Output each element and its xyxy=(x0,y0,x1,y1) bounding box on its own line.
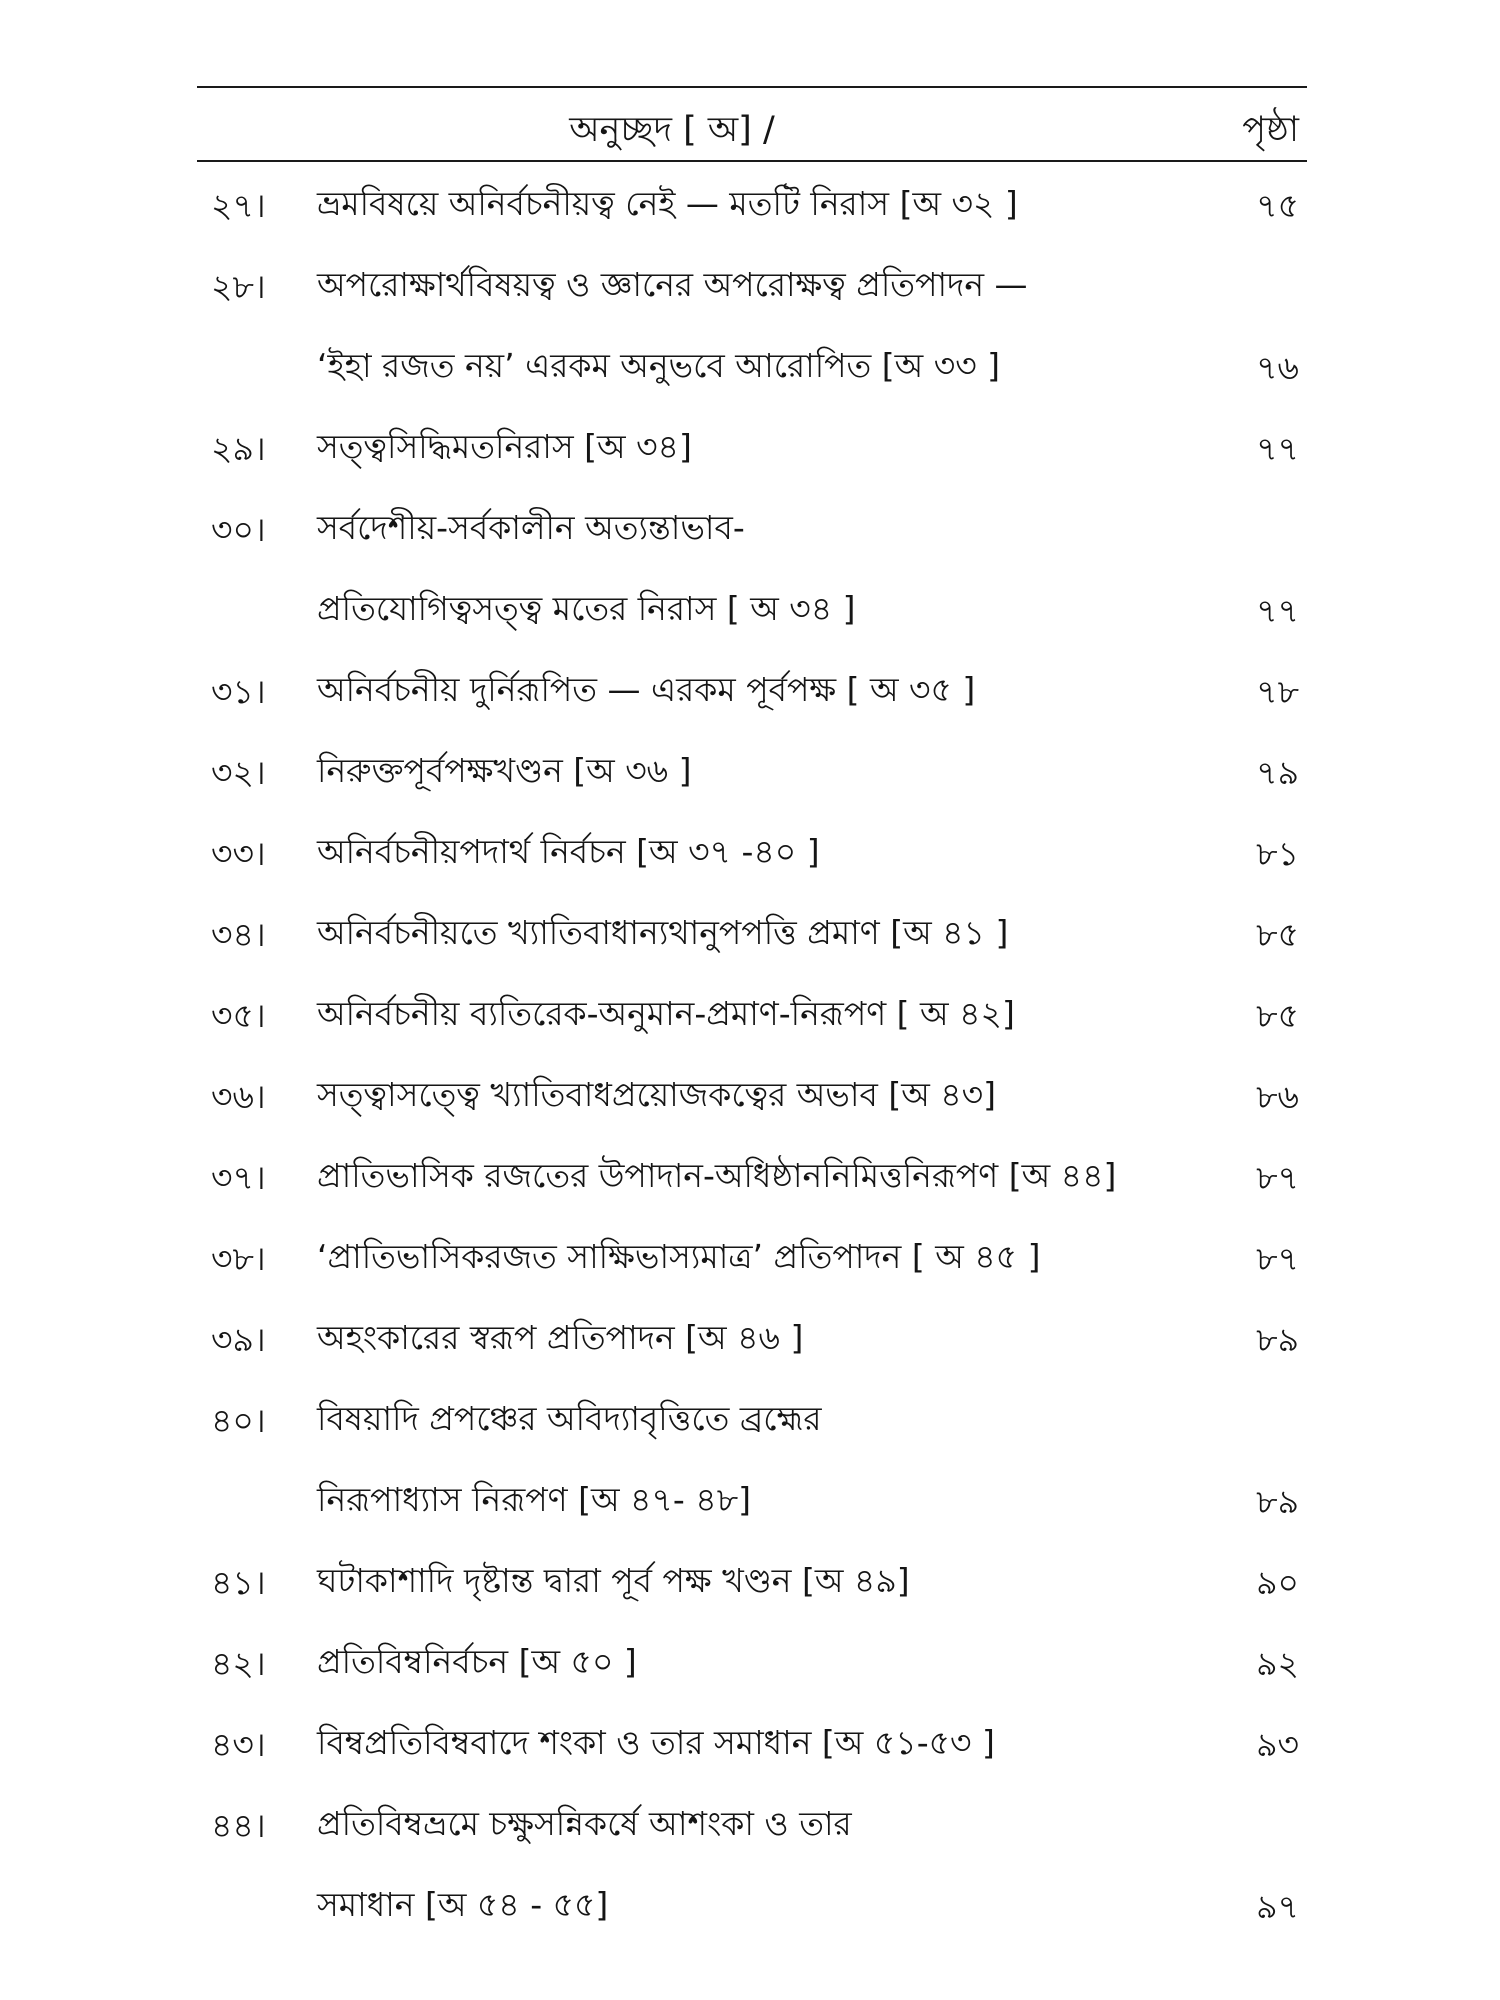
entry-number: ৪২। xyxy=(211,1644,266,1683)
entry-title: অনির্বচনীয় ব্যতিরেক-অনুমান-প্রমাণ-নিরূপণ [ অ ৪২] xyxy=(317,994,1015,1033)
entry-title: ‘ইহা রজত নয়’ এরকম অনুভবে আরোপিত [অ ৩৩ ] xyxy=(317,346,1001,385)
entry-number: ৩৩। xyxy=(211,834,266,873)
entry-page: ৭৭ xyxy=(1256,591,1299,630)
toc-row xyxy=(197,972,1307,1053)
entry-page: ৮৬ xyxy=(1256,1077,1299,1116)
entry-title: সমাধান [অ ৫৪ - ৫৫] xyxy=(317,1885,609,1924)
entry-number: ২৭। xyxy=(211,186,266,225)
entry-number: ৪৪। xyxy=(211,1806,266,1845)
toc-row xyxy=(197,1377,1307,1458)
toc-row xyxy=(197,1863,1307,1944)
entry-title: প্রতিবিম্বনির্বচন [অ ৫০ ] xyxy=(317,1642,637,1681)
entry-page: ৭৭ xyxy=(1256,429,1299,468)
entry-title: সত্ত্বাসত্ত্বে খ্যাতিবাধপ্রয়োজকত্বের অভাব [অ ৪৩] xyxy=(317,1075,997,1114)
toc-row xyxy=(197,162,1307,243)
entry-page: ৮৭ xyxy=(1256,1158,1299,1197)
entry-page: ৮৫ xyxy=(1256,996,1299,1035)
entry-page: ৮৭ xyxy=(1256,1239,1299,1278)
toc-row xyxy=(197,729,1307,810)
entry-title: বিষয়াদি প্রপঞ্চের অবিদ্যাবৃত্তিতে ব্রহ্মের xyxy=(317,1399,822,1438)
entry-title: সর্বদেশীয়-সর্বকালীন অত্যন্তাভাব- xyxy=(317,508,745,547)
toc-row xyxy=(197,1620,1307,1701)
entry-page: ৯২ xyxy=(1256,1644,1299,1683)
entry-page: ৭৬ xyxy=(1256,348,1299,387)
entry-number: ৪৩। xyxy=(211,1725,266,1764)
toc-row xyxy=(197,1701,1307,1782)
entry-title: অনির্বচনীয়পদার্থ নির্বচন [অ ৩৭ -৪০ ] xyxy=(317,832,820,871)
entry-title: অনির্বচনীয় দুর্নিরূপিত — এরকম পূর্বপক্ষ [ অ ৩৫ ] xyxy=(317,670,976,709)
toc-row xyxy=(197,1458,1307,1539)
entry-title: ‘প্রাতিভাসিকরজত সাক্ষিভাস্যমাত্র’ প্রতিপাদন [ অ ৪৫ ] xyxy=(317,1237,1041,1276)
entry-page: ৮৯ xyxy=(1256,1320,1299,1359)
toc-row xyxy=(197,1539,1307,1620)
entry-number: ৩৮। xyxy=(211,1239,266,1278)
toc-row xyxy=(197,324,1307,405)
entry-title: অহংকারের স্বরূপ প্রতিপাদন [অ ৪৬ ] xyxy=(317,1318,804,1357)
entry-page: ৯০ xyxy=(1256,1563,1299,1602)
toc-row xyxy=(197,486,1307,567)
entry-number: ৪১। xyxy=(211,1563,266,1602)
toc-row xyxy=(197,810,1307,891)
entry-page: ৮১ xyxy=(1256,834,1299,873)
entry-title: সত্ত্বসিদ্ধিমতনিরাস [অ ৩৪] xyxy=(317,427,692,466)
toc-row xyxy=(197,1296,1307,1377)
entry-title: প্রতিবিম্বভ্রমে চক্ষুসন্নিকর্ষে আশংকা ও তার xyxy=(317,1804,852,1843)
entry-number: ৪০। xyxy=(211,1401,266,1440)
entry-title: অনির্বচনীয়তে খ্যাতিবাধান্যথানুপপত্তি প্রমাণ [অ ৪১ ] xyxy=(317,913,1009,952)
entry-title: ভ্রমবিষয়ে অনির্বচনীয়ত্ব নেই — মতটি নিরাস [অ ৩২ ] xyxy=(317,184,1018,223)
entry-title: ঘটাকাশাদি দৃষ্টান্ত দ্বারা পূর্ব পক্ষ খণ্ডন [অ ৪৯] xyxy=(317,1561,910,1600)
toc-row xyxy=(197,891,1307,972)
entry-title: বিম্বপ্রতিবিম্ববাদে শংকা ও তার সমাধান [অ ৫১-৫৩ ] xyxy=(317,1723,995,1762)
toc-row xyxy=(197,1215,1307,1296)
header-title: অনুচ্ছদ [ অ] / xyxy=(569,110,775,150)
toc-row xyxy=(197,648,1307,729)
entry-title: প্রাতিভাসিক রজতের উপাদান-অধিষ্ঠাননিমিত্তনিরূপণ [অ ৪৪] xyxy=(317,1156,1117,1195)
entry-number: ৩৪। xyxy=(211,915,266,954)
entry-number: ৩৬। xyxy=(211,1077,266,1116)
toc-row xyxy=(197,243,1307,324)
toc-page xyxy=(197,86,1307,1944)
entry-title: অপরোক্ষার্থবিষয়ত্ব ও জ্ঞানের অপরোক্ষত্ব প্রতিপাদন — xyxy=(317,265,1028,304)
entry-title: নিরুক্তপূর্বপক্ষখণ্ডন [অ ৩৬ ] xyxy=(317,751,692,790)
entry-page: ৮৫ xyxy=(1256,915,1299,954)
entry-number: ২৮। xyxy=(211,267,266,306)
entry-number: ৩২। xyxy=(211,753,266,792)
toc-header xyxy=(197,88,1307,160)
entry-number: ৩৫। xyxy=(211,996,266,1035)
entry-title: নিরূপাধ্যাস নিরূপণ [অ ৪৭- ৪৮] xyxy=(317,1480,751,1519)
entry-number: ২৯। xyxy=(211,429,266,468)
entry-title: প্রতিযোগিত্বসত্ত্ব মতের নিরাস [ অ ৩৪ ] xyxy=(317,589,856,628)
entry-page: ৭৫ xyxy=(1256,186,1299,225)
entry-number: ৩১। xyxy=(211,672,266,711)
entry-page: ৯৭ xyxy=(1256,1887,1299,1926)
entry-number: ৩৯। xyxy=(211,1320,266,1359)
toc-row xyxy=(197,567,1307,648)
toc-row xyxy=(197,1782,1307,1863)
header-page-label: পৃষ্ঠা xyxy=(1242,110,1299,150)
entry-page: ৭৮ xyxy=(1256,672,1299,711)
entry-page: ৯৩ xyxy=(1256,1725,1299,1764)
entry-page: ৮৯ xyxy=(1256,1482,1299,1521)
entry-page: ৭৯ xyxy=(1256,753,1299,792)
toc-row xyxy=(197,405,1307,486)
entry-number: ৩৭। xyxy=(211,1158,266,1197)
toc-row xyxy=(197,1053,1307,1134)
entry-number: ৩০। xyxy=(211,510,266,549)
toc-row xyxy=(197,1134,1307,1215)
